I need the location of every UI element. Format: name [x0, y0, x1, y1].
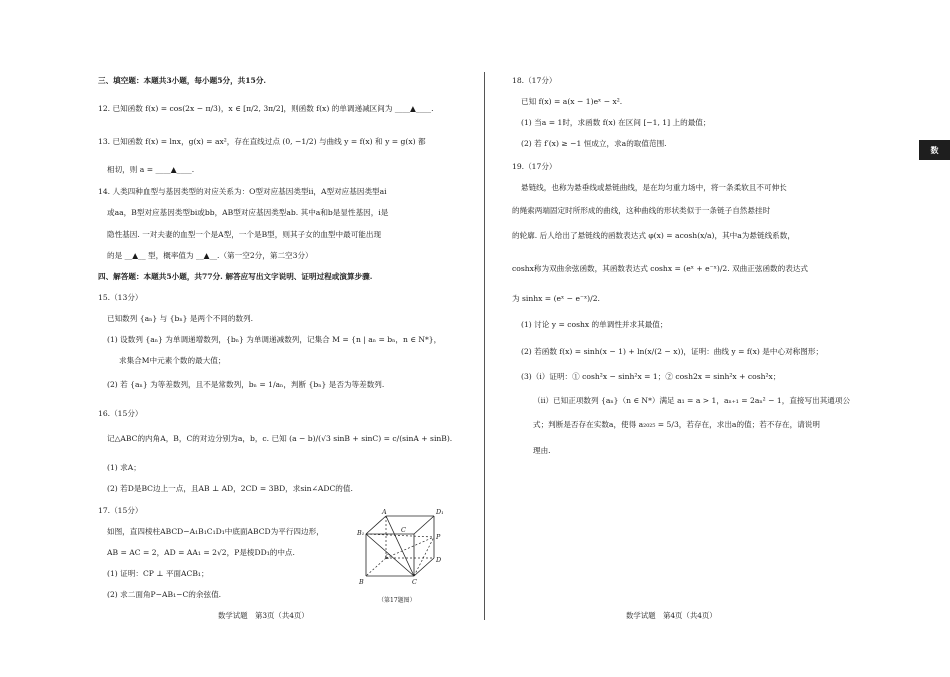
question-17-part-2: (2) 求二面角P−AB₁−C的余弦值. [107, 590, 222, 599]
column-divider [484, 72, 485, 620]
prism-diagram [356, 506, 448, 598]
question-16-part-1: (1) 求A； [107, 463, 141, 472]
prism-figure [356, 506, 448, 608]
section-heading-fill-in: 三、填空题：本题共3小题，每小题5分，共15分. [98, 76, 267, 85]
question-19-stem-3: 的轮廓. 后人给出了悬链线的函数表达式 φ(x) = acosh(x/a)，其中a为悬链线系数， [512, 231, 795, 240]
right-page-footer: 数学试题 第4页（共4页） [626, 611, 717, 620]
vertex-label-b: B [359, 578, 364, 586]
question-19-part-2: (2) 若函数 f(x) = sinh(x − 1) + ln(x/(2 − x))，证明：曲线 y = f(x) 是中心对称图形； [521, 347, 824, 356]
question-15-stem: 已知数列 {aₙ} 与 {bₙ} 是两个不同的数列. [107, 314, 254, 323]
question-14-cont-2: 隐性基因. 一对夫妻的血型一个是A型，一个是B型，则其子女的血型中最可能出现 [107, 230, 382, 239]
question-17-given: AB = AC = 2，AD = AA₁ = 2√2，P是棱DD₁的中点. [107, 548, 295, 557]
question-19-stem-1: 悬链线，也称为悬垂线或悬链曲线，是在均匀重力场中，将一条柔软且不可伸长 [521, 183, 787, 192]
question-19-stem-4: coshx称为双曲余弦函数，其函数表达式 coshx = (eˣ + e⁻ˣ)/2. 双曲正弦函数的表达式 [512, 264, 809, 273]
question-17-stem: 如图，直四棱柱ABCD−A₁B₁C₁D₁中底面ABCD为平行四边形， [107, 527, 324, 536]
question-16-stem: 记△ABC的内角A，B，C的对边分别为a，b，c. 已知 (a − b)/(√3 sinB + sinC) = c/(sinA + sinB). [107, 434, 453, 443]
vertex-label-d1: D₁ [436, 508, 444, 516]
subject-tab: 数 [919, 140, 950, 160]
vertex-label-a: A [382, 508, 387, 516]
section-heading-answers: 四、解答题：本题共5小题，共77分. 解答应写出文字说明、证明过程或演算步骤. [98, 272, 373, 281]
question-17-header: 17.（15分） [98, 506, 143, 515]
question-18-part-1: (1) 当a = 1时，求函数 f(x) 在区间 [−1, 1] 上的最值； [521, 118, 711, 127]
vertex-label-c: C [412, 578, 417, 586]
question-19-part-3-ii: （ⅱ）已知正项数列 {aₙ}（n ∈ N*）满足 a₁ = a > 1，aₙ₊₁ = 2aₙ² − 1，直接写出其通项公 [533, 396, 851, 405]
question-16-header: 16.（15分） [98, 409, 143, 418]
question-13: 13. 已知函数 f(x) = lnx，g(x) = ax²，存在直线过点 (0, −1/2) 与曲线 y = f(x) 和 y = g(x) 都 [98, 137, 426, 146]
question-18-part-2: (2) 若 f′(x) ≥ −1 恒成立，求a的取值范围. [521, 139, 667, 148]
vertex-label-c1: C [401, 526, 406, 534]
question-16-part-2: (2) 若D是BC边上一点，且AB ⊥ AD，2CD = 3BD，求sin∠ADC的值. [107, 484, 353, 493]
question-19-part-1: (1) 讨论 y = coshx 的单调性并求其最值； [521, 320, 668, 329]
question-19-part-3-ii-end: 理由. [533, 446, 551, 455]
question-19-part-3-ii-cont: 式；判断是否存在实数a，使得 a₂₀₂₅ = 5/3，若存在，求出a的值；若不存在，请说明 [533, 420, 820, 429]
question-17-part-1: (1) 证明：CP ⊥ 平面ACB₁； [107, 569, 209, 578]
question-14: 14. 人类四种血型与基因类型的对应关系为：O型对应基因类型ii，A型对应基因类型ai [98, 187, 387, 196]
question-14-cont-3: 的是 __▲__ 型，概率值为 __▲__.（第一空2分，第二空3分） [107, 251, 313, 260]
question-15-part-1: (1) 设数列 {aₙ} 为单调递增数列，{bₙ} 为单调递减数列，记集合 M = {n | aₙ = bₙ，n ∈ N*}， [107, 335, 442, 344]
question-18-stem: 已知 f(x) = a(x − 1)eˣ − x². [521, 97, 623, 106]
question-15-header: 15.（13分） [98, 293, 143, 302]
question-12: 12. 已知函数 f(x) = cos(2x − π/3)，x ∈ [π/2, 3π/2]，则函数 f(x) 的单调递减区间为 ____▲____. [98, 104, 434, 113]
question-19-stem-5: 为 sinhx = (eˣ − e⁻ˣ)/2. [512, 294, 600, 303]
vertex-label-c-hidden: C [385, 553, 390, 561]
question-19-stem-2: 的绳索两端固定时所形成的曲线，这种曲线的形状类似于一条链子自然悬挂时 [512, 206, 771, 215]
question-19-header: 19.（17分） [512, 162, 557, 171]
question-19-part-3-i: (3)（ⅰ）证明：① cosh²x − sinh²x = 1；② cosh2x = sinh²x + cosh²x； [521, 372, 781, 381]
question-15-part-2: (2) 若 {aₙ} 为等差数列，且不是常数列，bₙ = 1/aₙ，判断 {bₙ} 是否为等差数列. [107, 380, 385, 389]
question-13-cont: 相切，则 a = ____▲____. [107, 165, 195, 174]
vertex-label-d: D [436, 556, 442, 564]
vertex-label-b1: B₁ [357, 529, 365, 537]
question-18-header: 18.（17分） [512, 76, 557, 85]
question-15-part-1-cont: 求集合M中元素个数的最大值； [119, 356, 226, 365]
figure-caption: （第17题图） [378, 597, 416, 604]
question-14-cont-1: 或aa，B型对应基因类型bi或bb，AB型对应基因类型ab. 其中a和b是显性基因，i是 [107, 208, 389, 217]
left-page-footer: 数学试题 第3页（共4页） [218, 611, 309, 620]
vertex-label-p: P [436, 533, 441, 541]
